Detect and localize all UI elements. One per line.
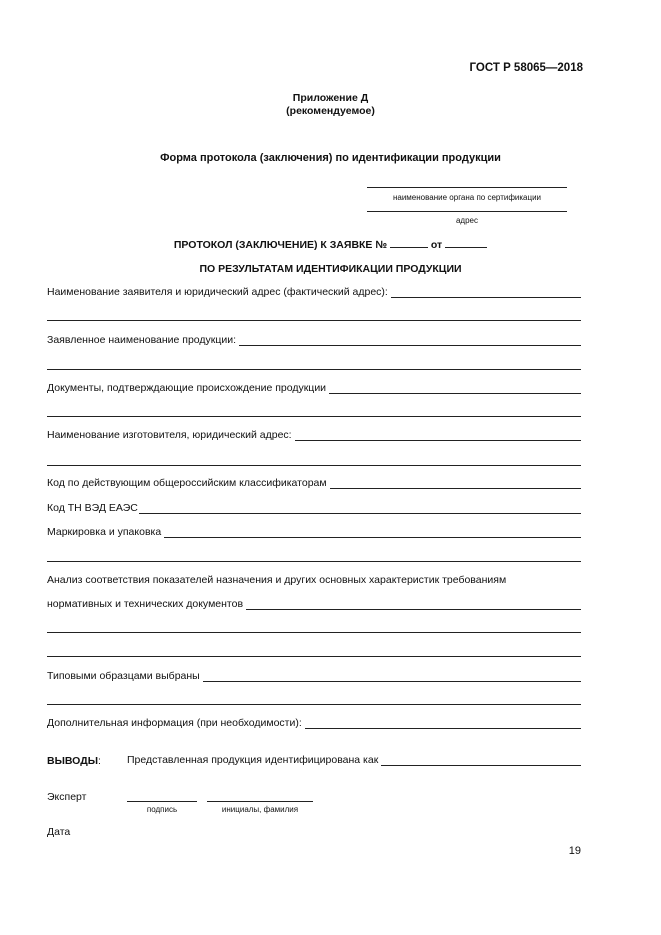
marking-extra-line (47, 561, 581, 562)
origin-docs-label: Документы, подтверждающие происхождение продукции (47, 382, 327, 394)
annex-status: (рекомендуемое) (286, 105, 375, 117)
signature-line (127, 801, 197, 802)
conclusion-colon: : (97, 755, 101, 767)
applicant-blank (391, 287, 581, 298)
analysis-label-line1: Анализ соответствия показателей назначения и других основных характеристик требованиям (47, 574, 507, 586)
manufacturer-label: Наименование изготовителя, юридический адрес: (47, 429, 292, 441)
classifier-code-field (47, 477, 581, 489)
expert-label: Эксперт (47, 791, 87, 803)
authority-address-line (367, 211, 567, 212)
manufacturer-blank (295, 430, 581, 441)
origin-docs-field (47, 382, 581, 394)
conclusion-label: ВЫВОДЫ (47, 755, 98, 767)
samples-field (47, 670, 581, 682)
page-number: 19 (568, 845, 581, 857)
marking-blank (164, 527, 581, 538)
analysis-extra-line-2 (47, 656, 581, 657)
product-name-extra-line (47, 369, 581, 370)
protocol-subtitle: ПО РЕЗУЛЬТАТАМ ИДЕНТИФИКАЦИИ ПРОДУКЦИИ (199, 263, 462, 275)
protocol-title-prefix: ПРОТОКОЛ (ЗАКЛЮЧЕНИЕ) К ЗАЯВКЕ № (173, 239, 388, 251)
analysis-blank (246, 599, 581, 610)
conclusion-heading (47, 755, 101, 767)
name-line (207, 801, 313, 802)
standard-number: ГОСТ Р 58065—2018 (469, 62, 583, 74)
annex-title: Приложение Д (292, 92, 369, 104)
product-name-field (47, 334, 581, 346)
form-title: Форма протокола (заключения) по идентификации продукции (160, 152, 501, 164)
authority-name-line (367, 187, 567, 188)
manufacturer-field (47, 429, 581, 441)
analysis-extra-line-1 (47, 632, 581, 633)
authority-address-caption: адрес (455, 216, 478, 225)
applicant-label: Наименование заявителя и юридический адрес (фактический адрес): (47, 286, 388, 298)
name-caption: инициалы, фамилия (221, 805, 299, 814)
samples-extra-line (47, 704, 581, 705)
product-name-label: Заявленное наименование продукции: (47, 334, 237, 346)
product-name-blank (239, 335, 581, 346)
manufacturer-extra-line (47, 465, 581, 466)
additional-info-label: Дополнительная информация (при необходимости): (47, 717, 302, 729)
tnved-code-label: Код ТН ВЭД ЕАЭС (47, 502, 138, 514)
tnved-code-blank (139, 503, 581, 514)
samples-blank (203, 671, 581, 682)
marking-field (47, 526, 581, 538)
protocol-title (0, 238, 661, 251)
additional-info-blank (305, 718, 581, 729)
signature-caption: подпись (146, 805, 178, 814)
conclusion-field (127, 754, 581, 766)
application-date-blank (445, 238, 487, 248)
conclusion-blank (381, 755, 581, 766)
protocol-title-from: от (430, 239, 443, 251)
tnved-code-field (47, 502, 581, 514)
classifier-code-blank (330, 478, 581, 489)
date-label: Дата (47, 826, 71, 838)
applicant-extra-line (47, 320, 581, 321)
classifier-code-label: Код по действующим общероссийским классификаторам (47, 477, 327, 489)
origin-docs-blank (329, 383, 581, 394)
authority-name-caption: наименование органа по сертификации (392, 193, 542, 202)
application-number-blank (390, 238, 428, 248)
samples-label: Типовыми образцами выбраны (47, 670, 200, 682)
applicant-field (47, 286, 581, 298)
analysis-label-line2: нормативных и технических документов (47, 598, 244, 610)
conclusion-text: Представленная продукция идентифицирована как (127, 754, 379, 766)
marking-label: Маркировка и упаковка (47, 526, 162, 538)
origin-docs-extra-line (47, 416, 581, 417)
additional-info-field (47, 717, 581, 729)
analysis-field (47, 598, 581, 610)
